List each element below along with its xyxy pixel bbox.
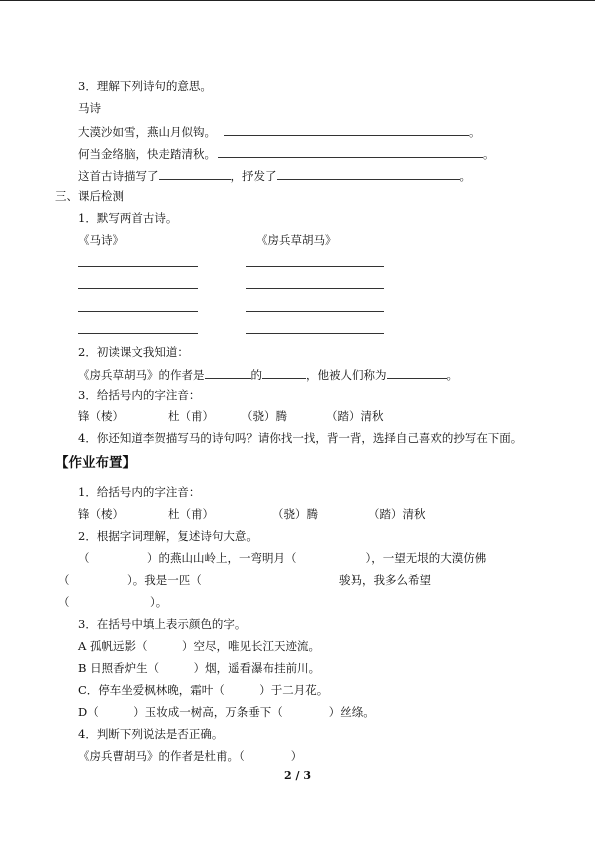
homework-pinyin-1: 锋（棱） <box>78 507 124 521</box>
retell-line-3: （ ）。 <box>58 595 168 609</box>
answer-blank-dynasty[interactable] <box>205 366 251 379</box>
color-item-b: B 日照香炉生（ ）烟，遥看瀑布挂前川。 <box>78 661 321 675</box>
pinyin-item-4: （踏）清秋 <box>326 409 384 423</box>
author-de: 的 <box>250 368 262 382</box>
poem-2-blank-1[interactable] <box>246 266 384 267</box>
answer-blank-title[interactable] <box>387 366 447 379</box>
poem-1-blank-2[interactable] <box>78 288 198 289</box>
color-item-a: A 孤帆远影（ ）空尽，唯见长江天迹流。 <box>78 639 320 653</box>
homework-question-2: 2．根据字词理解，复述诗句大意。 <box>78 529 258 543</box>
retell-line-1: （ ）的燕山山岭上，一弯明月（ ），一望无垠的大漠仿佛 <box>78 551 487 565</box>
question-3-title: 3．理解下列诗句的意思。 <box>78 79 212 93</box>
page-top-border <box>0 0 595 1</box>
summary-middle: ，抒发了 <box>230 169 277 183</box>
retell-line-2b: 骏马，我多么希望 <box>339 573 431 587</box>
poem-line-1-text: 大漠沙如雪，燕山月似钩。 <box>78 125 216 139</box>
end-mark: 。 <box>459 169 471 183</box>
judge-item-1: 《房兵曹胡马》的作者是杜甫。（ ） <box>78 749 303 763</box>
poem-line-2 <box>78 145 495 161</box>
answer-blank-author[interactable] <box>262 366 306 379</box>
author-question <box>78 366 458 382</box>
homework-question-1: 1．给括号内的字注音： <box>78 485 201 499</box>
poem-1-blank-3[interactable] <box>78 311 198 312</box>
author-end: 。 <box>446 368 458 382</box>
author-prefix: 《房兵草胡马》的作者是 <box>78 368 205 382</box>
retell-line-2a: （ ）。我是一匹（ ） <box>58 573 363 587</box>
end-mark: 。 <box>483 147 495 161</box>
poem-2-title: 《房兵草胡马》 <box>256 233 337 247</box>
author-called: ，他被人们称为 <box>306 368 387 382</box>
poem-line-2-text: 何当金络脑，快走踏清秋。 <box>78 147 216 161</box>
poem-1-blank-1[interactable] <box>78 266 198 267</box>
homework-question-4: 4．判断下列说法是否正确。 <box>78 727 224 741</box>
homework-pinyin-2: 杜（甫） <box>168 507 214 521</box>
check-question-4: 4．你还知道李贺描写马的诗句吗？请你找一找，背一背，选择自己喜欢的抄写在下面。 <box>78 431 523 445</box>
check-question-3: 3．给括号内的字注音： <box>78 388 201 402</box>
poem-line-1 <box>78 123 481 139</box>
pinyin-item-2: 杜（甫） <box>168 409 214 423</box>
color-item-c: C．停车坐爱枫林晚，霜叶（ ）于二月花。 <box>78 683 329 697</box>
poem-1-blank-4[interactable] <box>78 333 198 334</box>
poem-summary <box>78 167 471 183</box>
summary-prefix: 这首古诗描写了 <box>78 169 159 183</box>
homework-pinyin-4: （踏）清秋 <box>368 507 426 521</box>
section-3-heading: 三、课后检测 <box>55 189 124 203</box>
answer-blank-line-2[interactable] <box>218 145 483 158</box>
homework-question-3: 3．在括号中填上表示颜色的字。 <box>78 617 247 631</box>
poem-2-blank-2[interactable] <box>246 288 384 289</box>
poem-2-blank-3[interactable] <box>246 311 384 312</box>
answer-blank-emotion[interactable] <box>277 167 460 180</box>
poem-1-title: 《马诗》 <box>78 233 124 247</box>
end-mark: 。 <box>469 125 481 139</box>
homework-heading: 【作业布置】 <box>55 455 136 471</box>
answer-blank-line-1[interactable] <box>224 123 469 136</box>
answer-blank-content[interactable] <box>159 167 231 180</box>
pinyin-item-3: （骁）腾 <box>241 409 287 423</box>
pinyin-item-1: 锋（棱） <box>78 409 124 423</box>
check-question-1: 1．默写两首古诗。 <box>78 211 178 225</box>
poem-title: 马诗 <box>78 101 101 115</box>
color-item-d: D（ ）玉妆成一树高，万条垂下（ ）丝绦。 <box>78 705 375 719</box>
poem-2-blank-4[interactable] <box>246 333 384 334</box>
check-question-2: 2．初读课文我知道： <box>78 345 189 359</box>
page-number: 2 / 3 <box>284 769 311 782</box>
homework-pinyin-3: （骁）腾 <box>272 507 318 521</box>
